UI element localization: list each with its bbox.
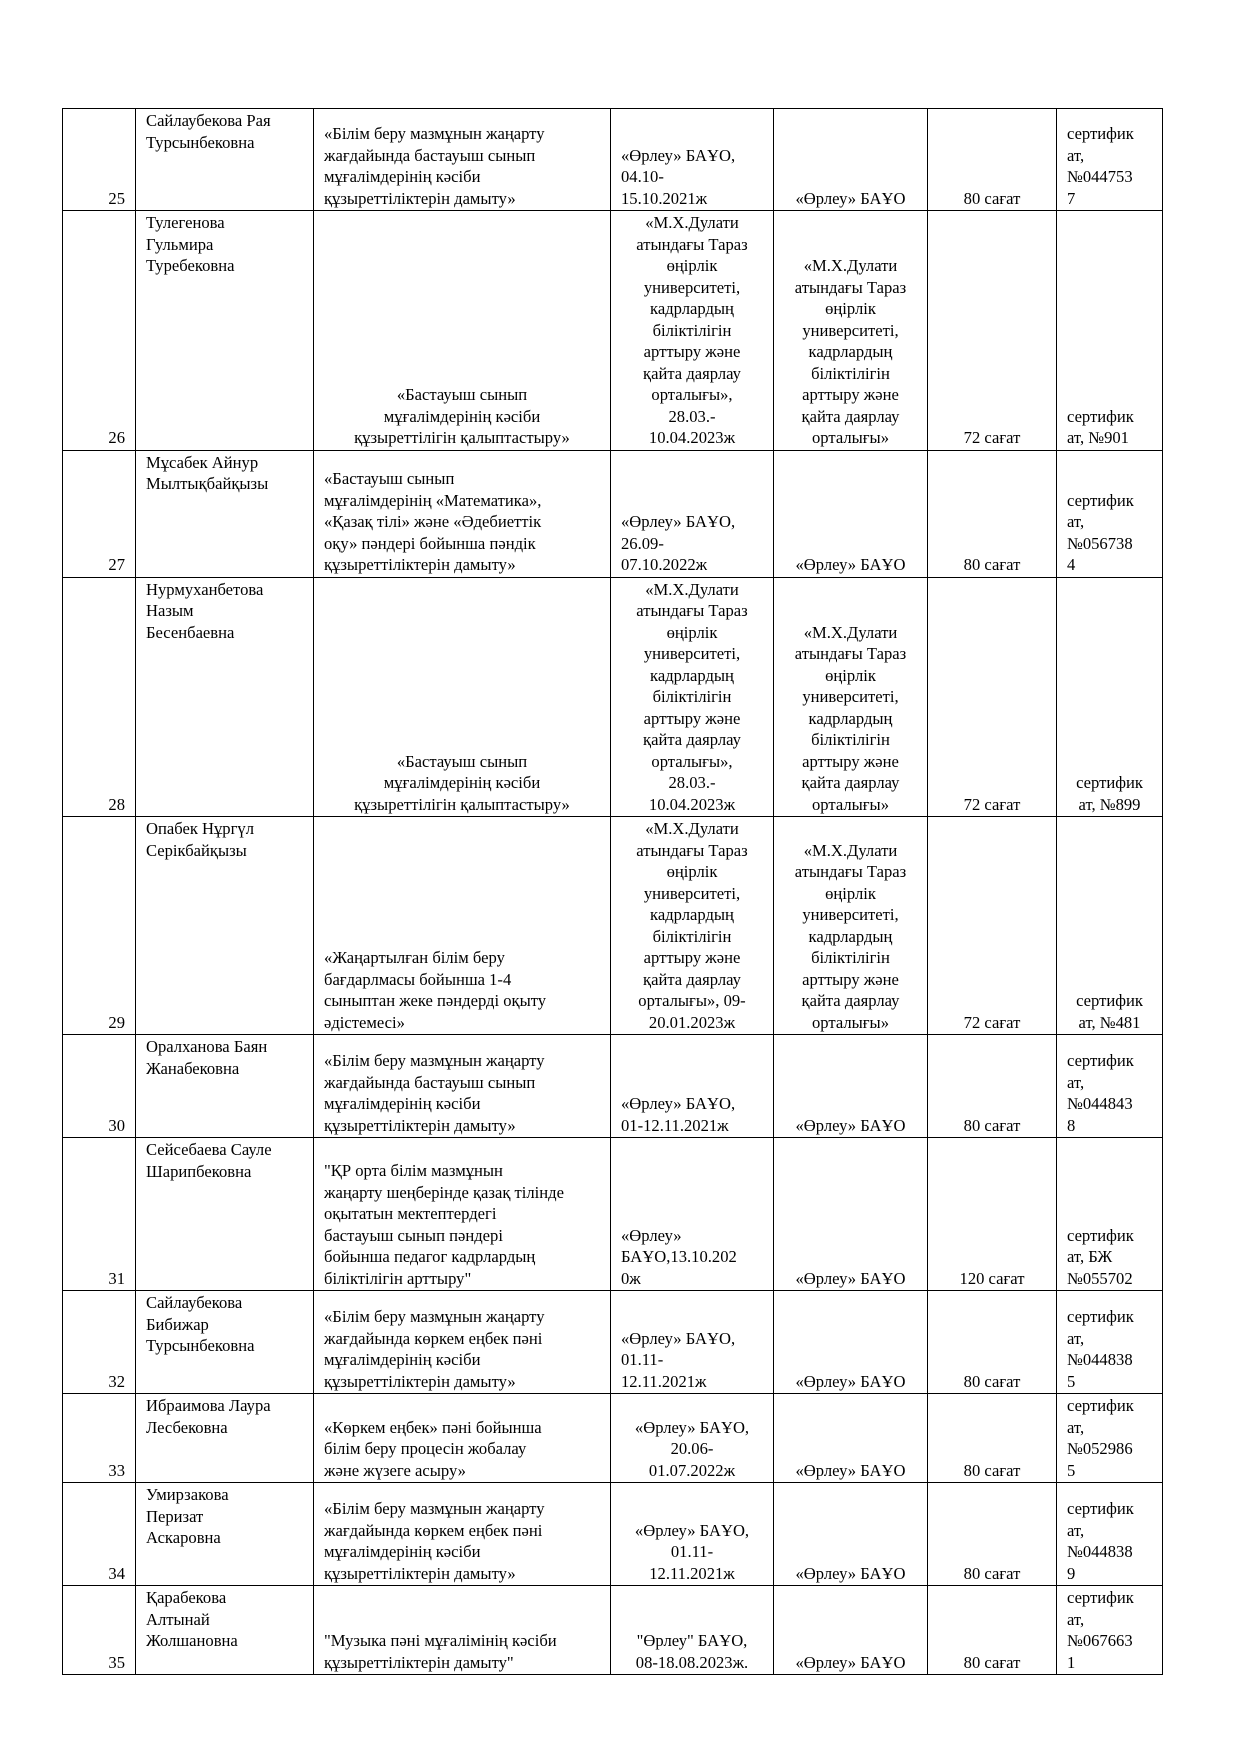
- training-place: «Өрлеу» БАҰО: [774, 1483, 928, 1586]
- organizer-dates: «Өрлеу» БАҰО, 20.06- 01.07.2022ж: [611, 1394, 774, 1483]
- training-place: «Өрлеу» БАҰО: [774, 450, 928, 577]
- hours: 80 сағат: [928, 1291, 1057, 1394]
- certificate: сертифик ат, №052986 5: [1057, 1394, 1163, 1483]
- certificate: сертифик ат, №044753 7: [1057, 109, 1163, 211]
- course-title: «Бастауыш сынып мұғалімдерінің кәсіби құзыреттілігін қалыптастыру»: [314, 211, 611, 451]
- row-number: 31: [63, 1138, 136, 1291]
- table-row: [63, 109, 1163, 211]
- teacher-name: Сайлаубекова Бибижар Турсынбековна: [136, 1291, 314, 1394]
- organizer-dates: «Өрлеу» БАҰО, 04.10- 15.10.2021ж: [611, 109, 774, 211]
- training-place: «М.Х.Дулати атындағы Тараз өңірлік университеті, кадрлардың біліктілігін арттыру және қайта даярлау орталығы»: [774, 211, 928, 451]
- organizer-dates: «Өрлеу» БАҰО, 01.11- 12.11.2021ж: [611, 1483, 774, 1586]
- row-number: 32: [63, 1291, 136, 1394]
- teacher-name: Қарабекова Алтынай Жолшановна: [136, 1586, 314, 1675]
- row-number: 28: [63, 577, 136, 817]
- row-number: 29: [63, 817, 136, 1035]
- course-title: «Білім беру мазмұнын жаңарту жағдайында көркем еңбек пәні мұғалімдерінің кәсіби құзыреттіліктерін дамыту»: [314, 1291, 611, 1394]
- organizer-dates: "Өрлеу" БАҰО, 08-18.08.2023ж.: [611, 1586, 774, 1675]
- table-row: [63, 1035, 1163, 1138]
- training-place: «Өрлеу» БАҰО: [774, 1586, 928, 1675]
- organizer-dates: «Өрлеу» БАҰО, 26.09- 07.10.2022ж: [611, 450, 774, 577]
- certificate: сертифик ат, №901: [1057, 211, 1163, 451]
- course-title: "Музыка пәні мұғалімінің кәсіби құзыреттіліктерін дамыту": [314, 1586, 611, 1675]
- row-number: 35: [63, 1586, 136, 1675]
- training-place: «Өрлеу» БАҰО: [774, 1138, 928, 1291]
- organizer-dates: «М.Х.Дулати атындағы Тараз өңірлік университеті, кадрлардың біліктілігін арттыру және қайта даярлау орталығы», 28.03.- 10.04.2023ж: [611, 577, 774, 817]
- course-title: «Білім беру мазмұнын жаңарту жағдайында бастауыш сынып мұғалімдерінің кәсіби құзыреттіліктерін дамыту»: [314, 109, 611, 211]
- training-place: «Өрлеу» БАҰО: [774, 1291, 928, 1394]
- hours: 80 сағат: [928, 1035, 1057, 1138]
- organizer-dates: «Өрлеу» БАҰО, 01-12.11.2021ж: [611, 1035, 774, 1138]
- training-place: «Өрлеу» БАҰО: [774, 109, 928, 211]
- training-place: «Өрлеу» БАҰО: [774, 1394, 928, 1483]
- training-records-table: [62, 108, 1162, 1675]
- table-row: [63, 211, 1163, 451]
- teacher-name: Опабек Нұргүл Серікбайқызы: [136, 817, 314, 1035]
- row-number: 26: [63, 211, 136, 451]
- table-row: [63, 817, 1163, 1035]
- hours: 80 сағат: [928, 109, 1057, 211]
- certificate: сертифик ат, №044843 8: [1057, 1035, 1163, 1138]
- certificate: сертифик ат, №481: [1057, 817, 1163, 1035]
- organizer-dates: «Өрлеу» БАҰО, 01.11- 12.11.2021ж: [611, 1291, 774, 1394]
- course-title: «Бастауыш сынып мұғалімдерінің кәсіби құзыреттілігін қалыптастыру»: [314, 577, 611, 817]
- teacher-name: Сайлаубекова Рая Турсынбековна: [136, 109, 314, 211]
- organizer-dates: «М.Х.Дулати атындағы Тараз өңірлік университеті, кадрлардың біліктілігін арттыру және қайта даярлау орталығы», 28.03.- 10.04.2023ж: [611, 211, 774, 451]
- table-row: [63, 1586, 1163, 1675]
- certificate: сертифик ат, №044838 5: [1057, 1291, 1163, 1394]
- table-row: [63, 1394, 1163, 1483]
- hours: 80 сағат: [928, 1586, 1057, 1675]
- hours: 80 сағат: [928, 1394, 1057, 1483]
- teacher-name: Оралханова Баян Жанабековна: [136, 1035, 314, 1138]
- course-title: «Бастауыш сынып мұғалімдерінің «Математика», «Қазақ тілі» және «Әдебиеттік оқу» пәндері бойынша пәндік құзыреттіліктерін дамыту»: [314, 450, 611, 577]
- teacher-name: Тулегенова Гульмира Туребековна: [136, 211, 314, 451]
- table-row: [63, 1483, 1163, 1586]
- hours: 120 сағат: [928, 1138, 1057, 1291]
- training-place: «М.Х.Дулати атындағы Тараз өңірлік университеті, кадрлардың біліктілігін арттыру және қайта даярлау орталығы»: [774, 577, 928, 817]
- organizer-dates: «Өрлеу» БАҰО,13.10.202 0ж: [611, 1138, 774, 1291]
- hours: 72 сағат: [928, 577, 1057, 817]
- table-row: [63, 1291, 1163, 1394]
- table-row: [63, 450, 1163, 577]
- teacher-name: Умирзакова Перизат Аскаровна: [136, 1483, 314, 1586]
- course-title: "ҚР орта білім мазмұнын жаңарту шеңберінде қазақ тілінде оқытатын мектептердегі бастауыш сынып пәндері бойынша педагог кадрлардың біліктілігін арттыру": [314, 1138, 611, 1291]
- certificate: сертифик ат, №044838 9: [1057, 1483, 1163, 1586]
- course-title: «Білім беру мазмұнын жаңарту жағдайында бастауыш сынып мұғалімдерінің кәсіби құзыреттіліктерін дамыту»: [314, 1035, 611, 1138]
- row-number: 33: [63, 1394, 136, 1483]
- hours: 72 сағат: [928, 817, 1057, 1035]
- hours: 72 сағат: [928, 211, 1057, 451]
- course-title: «Жаңартылған білім беру бағдарлмасы бойынша 1-4 сыныптан жеке пәндерді оқыту әдістемесі»: [314, 817, 611, 1035]
- hours: 80 сағат: [928, 450, 1057, 577]
- teacher-name: Ибраимова Лаура Лесбековна: [136, 1394, 314, 1483]
- training-place: «Өрлеу» БАҰО: [774, 1035, 928, 1138]
- row-number: 27: [63, 450, 136, 577]
- row-number: 25: [63, 109, 136, 211]
- records-table: [62, 108, 1163, 1675]
- table-row: [63, 577, 1163, 817]
- row-number: 30: [63, 1035, 136, 1138]
- teacher-name: Нурмуханбетова Назым Бесенбаевна: [136, 577, 314, 817]
- row-number: 34: [63, 1483, 136, 1586]
- table-row: [63, 1138, 1163, 1291]
- training-place: «М.Х.Дулати атындағы Тараз өңірлік университеті, кадрлардың біліктілігін арттыру және қайта даярлау орталығы»: [774, 817, 928, 1035]
- certificate: сертифик ат, №056738 4: [1057, 450, 1163, 577]
- hours: 80 сағат: [928, 1483, 1057, 1586]
- teacher-name: Сейсебаева Сауле Шарипбековна: [136, 1138, 314, 1291]
- course-title: «Білім беру мазмұнын жаңарту жағдайында көркем еңбек пәні мұғалімдерінің кәсіби құзыреттіліктерін дамыту»: [314, 1483, 611, 1586]
- certificate: сертифик ат, №899: [1057, 577, 1163, 817]
- certificate: сертифик ат, БЖ №055702: [1057, 1138, 1163, 1291]
- certificate: сертифик ат, №067663 1: [1057, 1586, 1163, 1675]
- course-title: «Көркем еңбек» пәні бойынша білім беру процесін жобалау және жүзеге асыру»: [314, 1394, 611, 1483]
- organizer-dates: «М.Х.Дулати атындағы Тараз өңірлік университеті, кадрлардың біліктілігін арттыру және қайта даярлау орталығы», 09- 20.01.2023ж: [611, 817, 774, 1035]
- teacher-name: Мұсабек Айнур Мылтықбайқызы: [136, 450, 314, 577]
